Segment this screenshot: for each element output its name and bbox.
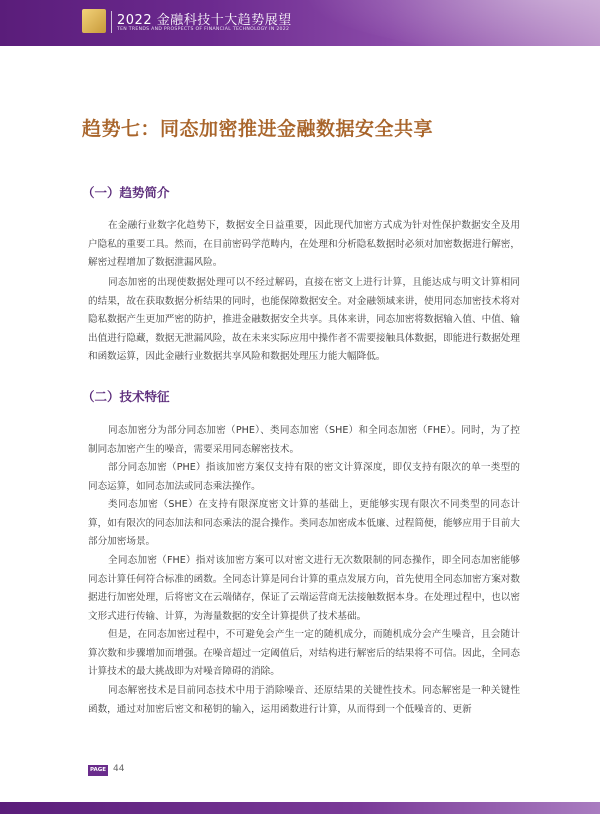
section-title-features: （二）技术特征 [82, 389, 170, 404]
page-label: PAGE [88, 765, 108, 776]
paragraph: 类同态加密（SHE）在支持有限深度密文计算的基础上，更能够实现有限次不同类型的同态计算，如有限次的同态加法和同态乘法的混合操作。类同态加密成本低廉、过程简便，能够应用于目前大部分加密场景。 [88, 499, 520, 547]
page-number: 44 [113, 764, 125, 774]
page-header [0, 0, 600, 46]
paragraph: 在金融行业数字化趋势下，数据安全日益重要，因此现代加密方式成为针对性保护数据安全及用户隐私的重要工具。然而，在目前密码学范畴内，在处理和分析隐私数据时必须对加密数据进行解密，解密过程增加了数据泄漏风险。 [88, 220, 520, 268]
header-decoration [300, 0, 600, 46]
section-title-intro: （一）趋势简介 [82, 185, 170, 200]
paragraph: 部分同态加密（PHE）指该加密方案仅支持有限的密文计算深度，即仅支持有限次的单一类型的同态运算，如同态加法或同态乘法操作。 [88, 462, 520, 492]
footer-bar [0, 802, 600, 814]
paragraph: 同态加密的出现使数据处理可以不经过解码，直接在密文上进行计算，且能达成与明文计算相同的结果，故在获取数据分析结果的同时，也能保障数据安全。对金融领域来讲，使用同态加密技术将对隐私数据产生更加严密的防护，推进金融数据安全共享。具体来讲，同态加密将数据输入值、中值、输出值进行隐藏，数据无泄漏风险，故在未来实际应用中操作者不需要接触具体数据，即能进行数据处理和函数运算，因此金融行业数据共享风险和数据处理压力能大幅降低。 [88, 277, 520, 362]
paragraph: 但是，在同态加密过程中，不可避免会产生一定的随机成分，而随机成分会产生噪音，且会随计算次数和步骤增加而增强。在噪音超过一定阈值后，对结构进行解密后的结果将不可信。因此，全同态计算技术的最大挑战即为对噪音障碍的消除。 [88, 629, 520, 677]
header-divider [111, 11, 112, 33]
paragraph: 同态加密分为部分同态加密（PHE）、类同态加密（SHE）和全同态加密（FHE）。同时，为了控制同态加密产生的噪音，需要采用同态解密技术。 [88, 425, 520, 455]
paragraph: 全同态加密（FHE）指对该加密方案可以对密文进行无次数限制的同态操作，即全同态加密能够同态计算任何符合标准的函数。全同态计算是同台计算的重点发展方向，首先使用全同态加密方案对数据进行加密处理，后将密文在云端储存，保证了云端运营商无法接触数据本身。在处理过程中，也以密文形式进行传输、计算，为海量数据的安全计算提供了技术基础。 [88, 555, 520, 622]
paragraph: 同态解密技术是目前同态技术中用于消除噪音、还原结果的关键性技术。同态解密是一种关键性函数，通过对加密后密文和秘钥的输入，运用函数进行计算，从而得到一个低噪音的、更新 [88, 685, 520, 715]
logo [82, 9, 106, 33]
header-title: 2022 金融科技十大趋势展望 [117, 13, 292, 28]
page-title: 趋势七：同态加密推进金融数据安全共享 [82, 118, 434, 140]
header-subtitle: TEN TRENDS AND PROSPECTS OF FINANCIAL TECHNOLOGY IN 2022 [117, 27, 290, 32]
